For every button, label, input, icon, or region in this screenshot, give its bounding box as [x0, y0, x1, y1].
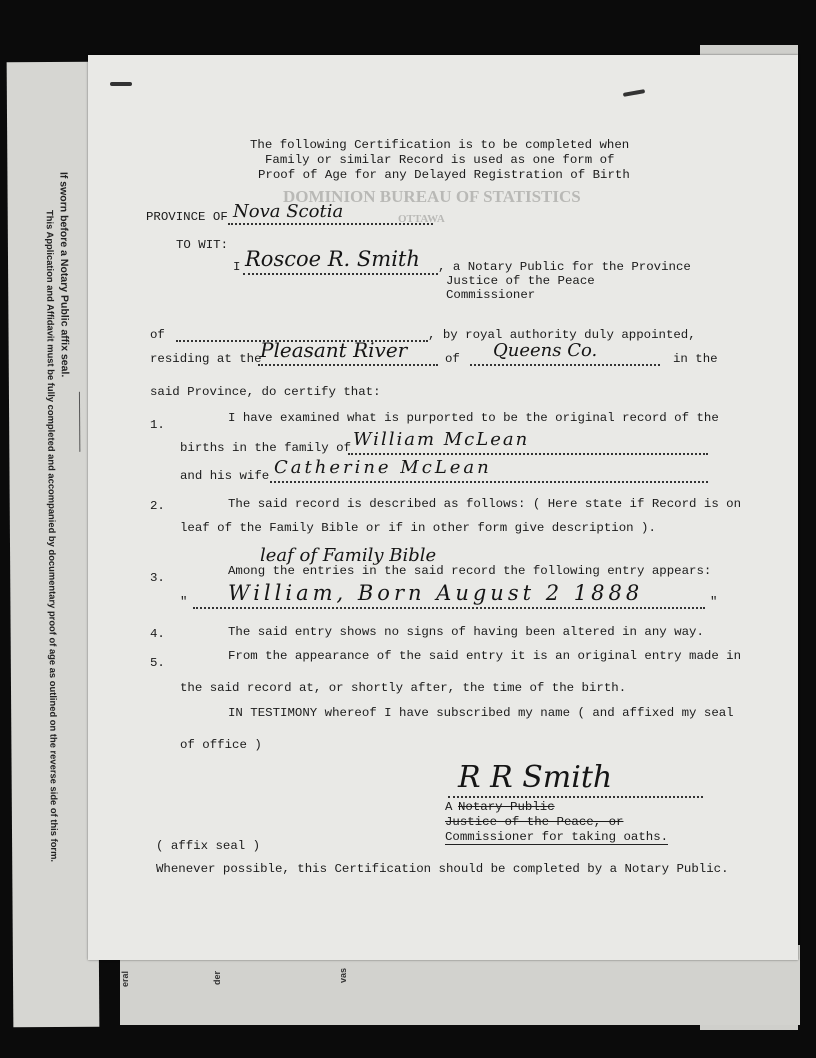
father-dotted-line: [348, 453, 708, 455]
births-label: births in the family of: [180, 441, 352, 455]
entry-text: William, Born August 2 1888: [228, 581, 644, 605]
background-print-title: DOMINION BUREAU OF STATISTICS: [283, 187, 581, 206]
said-province-text: said Province, do certify that:: [150, 385, 381, 399]
notary-name: Roscoe R. Smith: [245, 247, 420, 271]
county-value: Queens Co.: [493, 340, 598, 361]
testimony-text: IN TESTIMONY whereof I have subscribed my name ( and affixed my seal: [228, 706, 734, 720]
header-line-1: The following Certification is to be completed when: [250, 138, 630, 152]
item-5-text: From the appearance of the said entry it is an original entry made in: [228, 649, 742, 663]
item-2-text-cont: leaf of the Family Bible or if in other form give description ).: [180, 521, 656, 535]
left-sheet-note-seal: If sworn before a Notary Public affix seal.: [57, 171, 71, 378]
bottom-strip-label-b: der: [212, 970, 222, 985]
punch-hole-right: [623, 89, 645, 97]
role-notary: , a Notary Public for the Province: [438, 260, 691, 274]
appointed-text: , by royal authority duly appointed,: [428, 328, 696, 342]
of-label-2: of: [445, 352, 460, 366]
item-3-number: 3.: [150, 571, 165, 585]
testimony-text-cont: of office ): [180, 738, 262, 752]
signer-title-notary: Notary Public: [458, 800, 555, 814]
item-5-text-cont: the said record at, or shortly after, the time of the birth.: [180, 681, 627, 695]
affix-seal-label: ( affix seal ): [156, 839, 261, 853]
punch-hole-left: [110, 82, 132, 86]
header-line-3: Proof of Age for any Delayed Registration of Birth: [258, 168, 630, 182]
signer-title-commissioner: Commissioner for taking oaths.: [445, 830, 669, 844]
certification-page: [88, 55, 798, 960]
item-4-number: 4.: [150, 627, 165, 641]
entry-dotted-line: [193, 607, 705, 609]
header-line-2: Family or similar Record is used as one form of: [265, 153, 615, 167]
bottom-strip-label-c: vas: [338, 967, 348, 983]
item-5-number: 5.: [150, 656, 165, 670]
item-1-number: 1.: [150, 418, 165, 432]
role-commissioner: Commissioner: [446, 288, 536, 302]
province-label: PROVINCE OF: [146, 210, 228, 224]
county-dotted-line: [470, 364, 660, 366]
signature-dotted-line: [448, 796, 703, 798]
entry-quote-close: ": [710, 595, 718, 609]
item-4-text: The said entry shows no signs of having been altered in any way.: [228, 625, 704, 639]
to-wit-label: TO WIT:: [176, 238, 229, 252]
item-2-text: The said record is described as follows: ( Here state if Record is on: [228, 497, 742, 511]
signer-title-justice-text: Justice of the Peace, or: [445, 815, 624, 829]
mother-name: Catherine McLean: [274, 457, 492, 478]
entry-quote-open: ": [180, 595, 188, 609]
of-label: of: [150, 328, 165, 342]
left-sheet-note-application: This Application and Affidavit must be fully completed and accompanied by documentary proof of age as outlined on the reverse side of this form.: [44, 209, 61, 863]
i-label: I: [233, 260, 241, 274]
item-2-number: 2.: [150, 499, 165, 513]
province-dotted-line: [228, 223, 433, 225]
bottom-strip-label-a: eral: [120, 970, 130, 987]
back-sheet: [7, 62, 100, 1028]
record-description: leaf of Family Bible: [260, 545, 437, 566]
item-1-text: I have examined what is purported to be the original record of the: [228, 411, 719, 425]
signature: R R Smith: [458, 760, 613, 795]
signer-a-label: A: [445, 800, 453, 814]
father-name: William McLean: [353, 429, 530, 450]
wife-label: and his wife: [180, 469, 270, 483]
left-sheet-rule: [79, 392, 80, 452]
residing-value: Pleasant River: [260, 338, 408, 362]
role-justice: Justice of the Peace: [446, 274, 595, 288]
province-value: Nova Scotia: [233, 201, 344, 222]
signer-title-justice: [445, 815, 623, 829]
residing-dotted-line: [258, 364, 438, 366]
background-print-subtitle: OTTAWA: [398, 213, 445, 225]
footer-note: Whenever possible, this Certification should be completed by a Notary Public.: [156, 862, 729, 876]
in-the-label: in the: [673, 352, 718, 366]
item-3-text: Among the entries in the said record the following entry appears:: [228, 564, 712, 578]
mother-dotted-line: [270, 481, 708, 483]
residing-label: residing at the: [150, 352, 262, 366]
notary-name-dotted-line: [243, 273, 438, 275]
